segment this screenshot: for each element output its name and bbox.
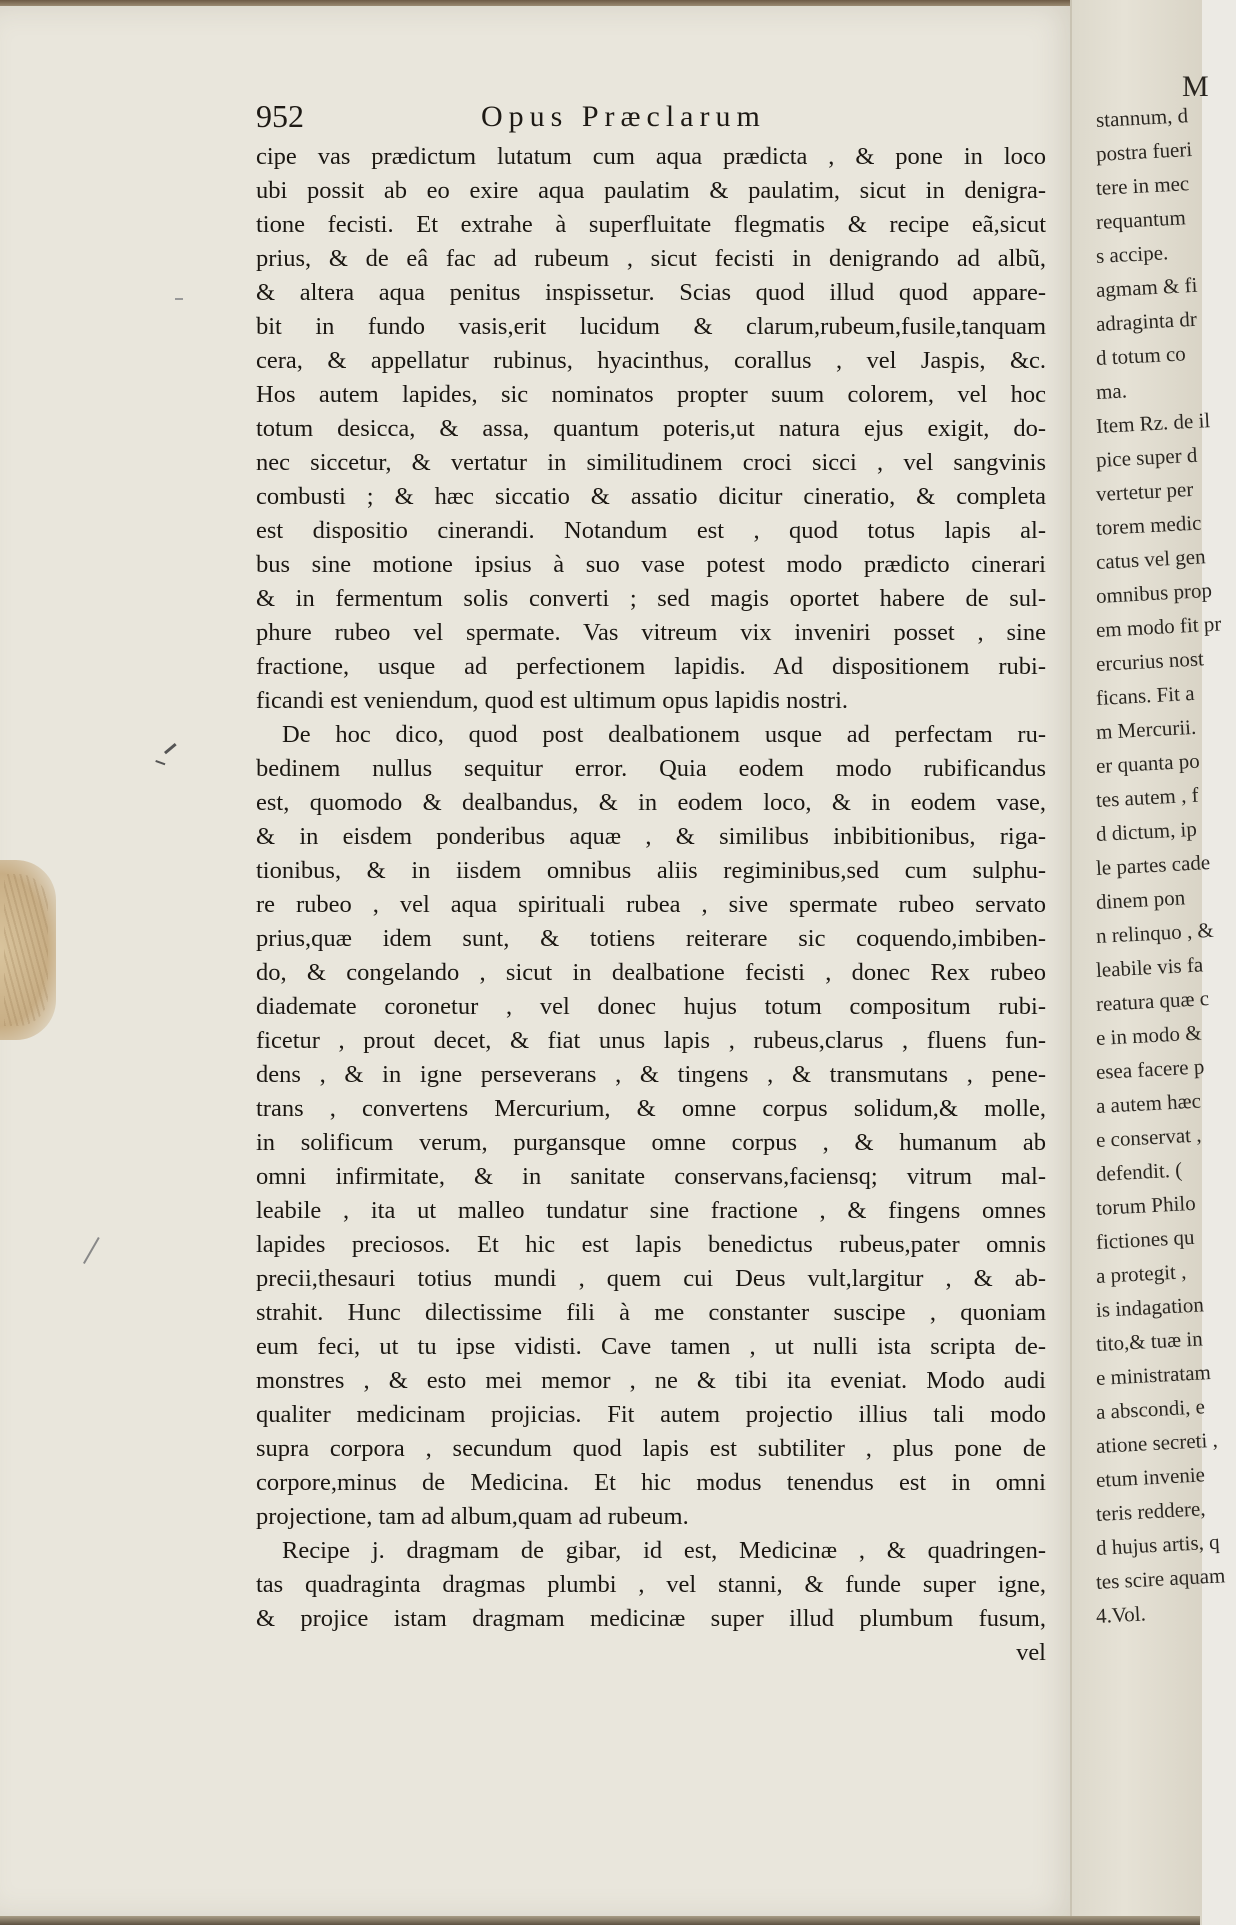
adjacent-text-line: torum Philo: [1095, 1190, 1197, 1220]
text-line: bus sine motione ipsius à suo vase potest modo prædicto cinerari: [256, 551, 1046, 578]
text-line: & altera aqua penitus inspissetur. Scias quod illud quod appare-: [256, 279, 1046, 306]
adjacent-text-line: dinem pon: [1095, 885, 1186, 914]
text-line: phure rubeo vel spermate. Vas vitreum vix inveniri posset , sine: [256, 619, 1046, 646]
text-line: prius,quæ idem sunt, & totiens reiterare sic coquendo,imbiben-: [256, 925, 1046, 952]
text-line: tas quadraginta dragmas plumbi , vel stanni, & funde super igne,: [256, 1571, 1046, 1598]
text-line: precii,thesauri totius mundi , quem cui Deus vult,largitur , & ab-: [256, 1265, 1046, 1292]
adjacent-text-line: agmam & fi: [1095, 272, 1198, 302]
text-line: leabile , ita ut malleo tundatur sine fractione , & fingens omnes: [256, 1197, 1046, 1224]
adjacent-text-line: d hujus artis, q: [1095, 1529, 1221, 1560]
text-line: Recipe j. dragmam de gibar, id est, Medicinæ , & quadringen-: [282, 1537, 1046, 1564]
text-line: De hoc dico, quod post dealbationem usque ad perfectam ru-: [282, 721, 1046, 748]
text-line: & in fermentum solis converti ; sed magis oportet habere de sul-: [256, 585, 1046, 612]
adjacent-text-line: omnibus prop: [1095, 577, 1213, 608]
catchword: vel: [1016, 1639, 1046, 1666]
adjacent-page: [1070, 0, 1226, 1925]
adjacent-text-line: atione secreti ,: [1095, 1427, 1219, 1458]
adjacent-page-header: M: [1182, 70, 1209, 103]
adjacent-text-line: a abscondi, e: [1095, 1394, 1206, 1424]
adjacent-text-line: e conservat ,: [1095, 1122, 1203, 1152]
adjacent-text-line: tere in mec: [1095, 171, 1190, 200]
text-line: cipe vas prædictum lutatum cum aqua prædicta , & pone in loco: [256, 143, 1046, 170]
text-line: est dispositio cinerandi. Notandum est , quod totus lapis al-: [256, 517, 1046, 544]
adjacent-text-line: esea facere p: [1095, 1054, 1205, 1084]
text-line: projectione, tam ad album,quam ad rubeum.: [256, 1503, 689, 1530]
bottom-edge: [0, 1916, 1200, 1925]
text-line: eum feci, ut tu ipse vidisti. Cave tamen , ut nulli ista scripta de-: [256, 1333, 1046, 1360]
text-line: ficandi est veniendum, quod est ultimum opus lapidis nostri.: [256, 687, 849, 714]
adjacent-text-line: catus vel gen: [1095, 544, 1207, 574]
adjacent-text-line: er quanta po: [1095, 748, 1201, 778]
text-line: tione fecisti. Et extrahe à superfluitate flegmatis & recipe eã,sicut: [256, 211, 1046, 238]
text-line: re rubeo , vel aqua spirituali rubea , sive spermate rubeo servato: [256, 891, 1046, 918]
adjacent-text-line: vertetur per: [1095, 476, 1194, 506]
text-line: ficetur , prout decet, & fiat unus lapis , rubeus,clarus , fluens fun-: [256, 1027, 1046, 1054]
text-line: trans , convertens Mercurium, & omne corpus solidum,& molle,: [256, 1095, 1046, 1122]
adjacent-text-line: d totum co: [1095, 341, 1187, 370]
adjacent-text-line: reatura quæ c: [1095, 986, 1210, 1016]
adjacent-text-line: tes autem , f: [1095, 782, 1200, 812]
text-line: & projice istam dragmam medicinæ super illud plumbum fusum,: [256, 1605, 1046, 1632]
adjacent-text-line: postra fueri: [1095, 136, 1193, 166]
text-line: in solificum verum, purgansque omne corpus , & humanum ab: [256, 1129, 1046, 1156]
text-line: tionibus, & in iisdem omnibus aliis regiminibus,sed cum sulphu-: [256, 857, 1046, 884]
text-line: totum desicca, & assa, quantum poteris,ut natura ejus exigit, do-: [256, 415, 1046, 442]
text-line: do, & congelando , sicut in dealbatione fecisti , donec Rex rubeo: [256, 959, 1046, 986]
text-line: & in eisdem ponderibus aquæ , & similibus inbibitionibus, riga-: [256, 823, 1046, 850]
text-line: prius, & de eâ fac ad rubeum , sicut fecisti in denigrando ad albũ,: [256, 245, 1046, 272]
adjacent-text-line: ercurius nost: [1095, 646, 1205, 676]
paper-fibers: [4, 874, 48, 1026]
text-line: dens , & in igne perseverans , & tingens , & transmutans , pene-: [256, 1061, 1046, 1088]
running-title: Opus Præclarum: [481, 100, 766, 133]
text-line: bedinem nullus sequitur error. Quia eodem modo rubificandus: [256, 755, 1046, 782]
adjacent-text-line: n relinquo , &: [1095, 917, 1215, 948]
adjacent-text-line: leabile vis fa: [1095, 952, 1204, 982]
adjacent-text-line: stannum, d: [1095, 103, 1189, 132]
text-line: fractione, usque ad perfectionem lapidis. Ad dispositionem rubi-: [256, 653, 1046, 680]
margin-mark: [175, 298, 183, 300]
adjacent-text-line: le partes cade: [1095, 850, 1211, 880]
adjacent-text-line: torem medic: [1095, 510, 1203, 540]
adjacent-text-line: s accipe.: [1095, 240, 1169, 268]
adjacent-text-line: is indagation: [1095, 1292, 1205, 1322]
adjacent-text-line: e ministratam: [1095, 1360, 1212, 1390]
page-header: [256, 98, 1056, 140]
text-line: combusti ; & hæc siccatio & assatio dicitur cineratio, & completa: [256, 483, 1046, 510]
body-text: [256, 140, 1046, 1670]
text-line: lapides preciosos. Et hic est lapis benedictus rubeus,pater omnis: [256, 1231, 1046, 1258]
text-line: supra corpora , secundum quod lapis est subtiliter , plus pone de: [256, 1435, 1046, 1462]
adjacent-text-line: tes scire aquam: [1095, 1563, 1226, 1594]
text-line: nec siccetur, & vertatur in similitudinem croci sicci , vel sangvinis: [256, 449, 1046, 476]
page-number: 952: [256, 98, 304, 134]
adjacent-text-line: ficans. Fit a: [1095, 680, 1196, 710]
text-line: omni infirmitate, & in sanitate conservans,faciensq; vitrum mal-: [256, 1163, 1046, 1190]
adjacent-text-line: m Mercurii.: [1095, 714, 1197, 744]
adjacent-text-line: requantum: [1095, 205, 1187, 234]
adjacent-text-line: em modo fit pr: [1095, 611, 1222, 642]
text-line: est, quomodo & dealbandus, & in eodem loco, & in eodem vase,: [256, 789, 1046, 816]
text-line: bit in fundo vasis,erit lucidum & clarum,rubeum,fusile,tanquam: [256, 313, 1046, 340]
text-line: strahit. Hunc dilectissime fili à me constanter suscipe , quoniam: [256, 1299, 1046, 1326]
adjacent-text-line: adraginta dr: [1095, 306, 1198, 336]
paper-tab: [0, 860, 56, 1040]
text-line: Hos autem lapides, sic nominatos propter suum colorem, vel hoc: [256, 381, 1046, 408]
adjacent-text-line: ma.: [1095, 378, 1128, 404]
text-line: cera, & appellatur rubinus, hyacinthus, corallus , vel Jaspis, &c.: [256, 347, 1046, 374]
adjacent-text-line: pice super d: [1095, 442, 1198, 472]
adjacent-text-line: d dictum, ip: [1095, 816, 1198, 846]
text-line: diademate coronetur , vel donec hujus totum compositum rubi-: [256, 993, 1046, 1020]
text-line: monstres , & esto mei memor , ne & tibi ita eveniat. Modo audi: [256, 1367, 1046, 1394]
adjacent-text-line: teris reddere,: [1095, 1496, 1207, 1526]
adjacent-text-line: defendit. (: [1095, 1157, 1183, 1186]
text-line: corpore,minus de Medicina. Et hic modus tenendus est in omni: [256, 1469, 1046, 1496]
adjacent-text-line: 4.Vol.: [1095, 1601, 1147, 1628]
adjacent-text-line: e in modo &: [1095, 1020, 1203, 1050]
adjacent-text-line: tito,& tuæ in: [1095, 1326, 1204, 1356]
adjacent-text-line: Item Rz. de il: [1095, 408, 1211, 438]
text-line: ubi possit ab eo exire aqua paulatim & paulatim, sicut in denigra-: [256, 177, 1046, 204]
adjacent-text-line: a protegit ,: [1095, 1259, 1187, 1288]
adjacent-text-line: fictiones qu: [1095, 1224, 1196, 1254]
adjacent-text-line: etum invenie: [1095, 1462, 1206, 1492]
text-line: qualiter medicinam projicias. Fit autem projectio illius tali modo: [256, 1401, 1046, 1428]
adjacent-text-line: a autem hæc: [1095, 1088, 1202, 1118]
